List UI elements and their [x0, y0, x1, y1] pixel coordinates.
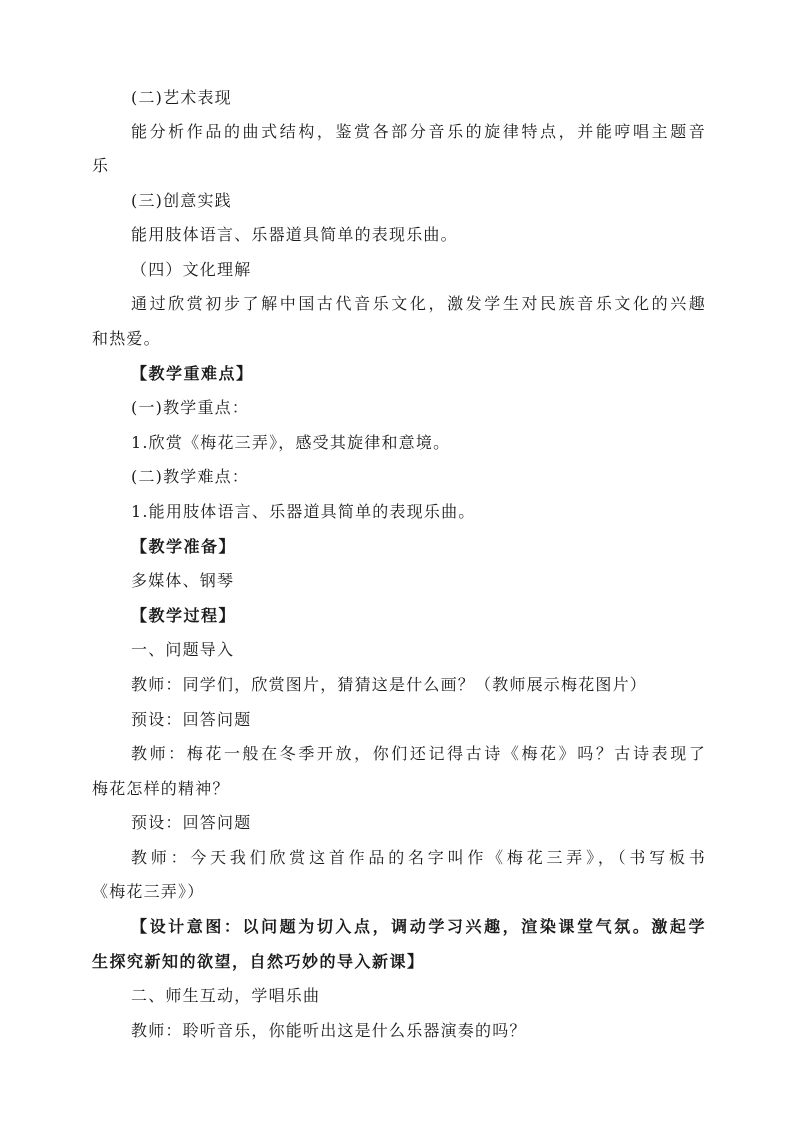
paragraph-line: 多媒体、钢琴: [131, 571, 235, 590]
paragraph-line: 和热爱。: [92, 329, 161, 348]
design-intent-line: 生探究新知的欲望，自然巧妙的导入新课】: [92, 952, 425, 971]
paragraph-line: 预设：回答问题: [131, 710, 252, 729]
paragraph-line: 《梅花三弄》）: [92, 882, 205, 901]
paragraph-line: 预设：回答问题: [131, 813, 252, 832]
paragraph-line: 教师：今天我们欣赏这首作品的名字叫作《梅花三弄》，（书写板书: [131, 848, 706, 867]
heading-creative-practice: (三)创意实践: [131, 191, 232, 210]
paragraph-line: 教师：同学们，欣赏图片，猜猜这是什么画？（教师展示梅花图片）: [131, 675, 648, 694]
paragraph-line: 教师：梅花一般在冬季开放，你们还记得古诗《梅花》吗？古诗表现了: [131, 744, 706, 763]
paragraph-line: 1.能用肢体语言、乐器道具简单的表现乐曲。: [131, 502, 476, 521]
subheading-key-points: (一)教学重点：: [131, 398, 250, 417]
paragraph-line: 乐: [92, 156, 110, 175]
subheading-difficult-points: (二)教学难点：: [131, 467, 250, 486]
paragraph-line: 通过欣赏初步了解中国古代音乐文化，激发学生对民族音乐文化的兴趣: [131, 294, 706, 313]
section-heading-preparation: 【教学准备】: [131, 537, 237, 556]
paragraph-line: 1.欣赏《梅花三弄》，感受其旋律和意境。: [131, 433, 451, 452]
section-heading-key-points: 【教学重难点】: [131, 364, 254, 383]
heading-cultural-understanding: （四）文化理解: [131, 260, 252, 279]
paragraph-line: 梅花怎样的精神？: [92, 779, 230, 798]
design-intent-line: 【设计意图：以问题为切入点，调动学习兴趣，渲染课堂气氛。激起学: [131, 917, 706, 936]
heading-artistic-expression: (二)艺术表现: [131, 88, 232, 107]
subheading-interaction: 二、师生互动，学唱乐曲: [131, 986, 321, 1005]
paragraph-line: 教师：聆听音乐，你能听出这是什么乐器演奏的吗？: [131, 1021, 527, 1040]
section-heading-process: 【教学过程】: [131, 606, 237, 625]
paragraph-line: 能用肢体语言、乐器道具简单的表现乐曲。: [131, 225, 458, 244]
subheading-question-intro: 一、问题导入: [131, 640, 235, 659]
paragraph-line: 能分析作品的曲式结构，鉴赏各部分音乐的旋律特点，并能哼唱主题音: [131, 122, 706, 141]
